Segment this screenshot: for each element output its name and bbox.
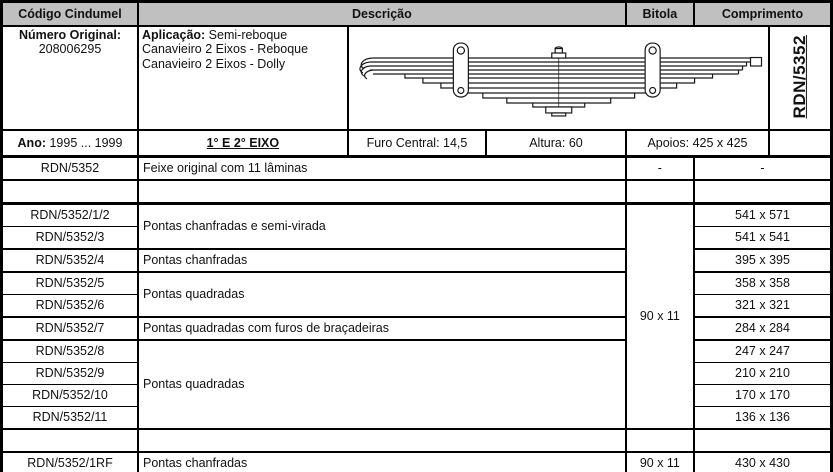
table-row — [2, 249, 832, 272]
part-comprimento: - — [694, 157, 832, 181]
part-code: RDN/5352/4 — [2, 249, 138, 272]
leaf-spring-diagram — [349, 27, 769, 127]
spring-end-block — [750, 58, 761, 66]
part-code — [2, 180, 138, 204]
part-comprimento: 284 x 284 — [694, 317, 832, 340]
part-code: RDN/5352/7 — [2, 317, 138, 340]
aplicacao-label: Aplicação: — [141, 28, 206, 42]
part-comprimento: 395 x 395 — [694, 249, 832, 272]
part-description: Pontas chanfradas — [138, 452, 626, 472]
part-code-vertical-cell — [769, 26, 831, 130]
part-comprimento — [694, 429, 832, 452]
apoios-cell: Apoios: 425 x 425 — [626, 130, 770, 157]
col-header-codigo: Código Cindumel — [2, 2, 138, 27]
part-code: RDN/5352/5 — [2, 272, 138, 295]
part-code: RDN/5352/8 — [2, 340, 138, 363]
part-bitola — [626, 429, 694, 452]
col-header-descricao: Descrição — [138, 2, 626, 27]
altura-cell: Altura: 60 — [486, 130, 626, 157]
part-bitola: 90 x 11 — [626, 452, 694, 472]
part-description — [138, 180, 626, 204]
part-comprimento: 541 x 541 — [694, 227, 832, 250]
numero-original-label: Número Original: — [18, 28, 122, 42]
left-clamp — [453, 43, 468, 97]
part-description: Pontas quadradas com furos de braçadeiras — [138, 317, 626, 340]
aplicacao-line3: Canavieiro 2 Eixos - Dolly — [141, 56, 286, 71]
table-row-empty — [2, 429, 832, 452]
part-code: RDN/5352 — [2, 157, 138, 181]
part-comprimento: 210 x 210 — [694, 363, 832, 385]
part-description: Pontas chanfradas — [138, 249, 626, 272]
eixo-label: 1° E 2° EIXO — [206, 135, 280, 150]
furo-central-cell: Furo Central: 14,5 — [348, 130, 486, 157]
right-clamp — [645, 43, 660, 97]
part-description: Pontas chanfradas e semi-virada — [138, 204, 626, 250]
ano-value: 1995 ... 1999 — [46, 135, 123, 150]
table-row — [2, 157, 832, 181]
aplicacao-line2: Canavieiro 2 Eixos - Reboque — [141, 42, 309, 57]
ano-cell — [2, 130, 138, 157]
part-comprimento — [694, 180, 832, 204]
part-code: RDN/5352/6 — [2, 295, 138, 318]
part-comprimento: 430 x 430 — [694, 452, 832, 472]
part-code-vertical-label: RDN/5352 — [790, 35, 810, 119]
table-body — [2, 157, 832, 472]
numero-original-cell — [2, 26, 138, 130]
part-bitola: - — [626, 157, 694, 181]
part-comprimento: 358 x 358 — [694, 272, 832, 295]
part-description: Feixe original com 11 lâminas — [138, 157, 626, 181]
part-description: Pontas quadradas — [138, 272, 626, 317]
ano-label: Ano: — [17, 135, 46, 150]
part-code: RDN/5352/9 — [2, 363, 138, 385]
part-description — [138, 429, 626, 452]
part-code-vertical-box — [770, 27, 830, 127]
col-header-comprimento: Comprimento — [694, 2, 832, 27]
table-header — [2, 2, 832, 27]
part-bitola — [626, 180, 694, 204]
aplicacao-cell — [138, 26, 348, 130]
table-row-empty — [2, 180, 832, 204]
part-comprimento: 541 x 571 — [694, 204, 832, 227]
empty-corner-cell — [769, 130, 831, 157]
table-row — [2, 204, 832, 227]
part-comprimento: 321 x 321 — [694, 295, 832, 318]
table-row — [2, 340, 832, 363]
leaf-spring-diagram-cell — [348, 26, 770, 130]
eixo-cell — [138, 130, 348, 157]
part-code: RDN/5352/3 — [2, 227, 138, 250]
numero-original-value: 208006295 — [38, 42, 102, 57]
part-bitola: 90 x 11 — [626, 204, 694, 430]
part-comprimento: 136 x 136 — [694, 407, 832, 430]
center-bolt-nut — [545, 107, 571, 116]
aplicacao-value: Semi-reboque — [205, 28, 288, 42]
info-row-specs — [2, 130, 832, 157]
table-row — [2, 272, 832, 295]
info-row-top — [2, 26, 832, 130]
col-header-bitola: Bitola — [626, 2, 694, 27]
table-row — [2, 317, 832, 340]
part-comprimento: 247 x 247 — [694, 340, 832, 363]
table-row — [2, 452, 832, 472]
part-code: RDN/5352/11 — [2, 407, 138, 430]
part-code: RDN/5352/10 — [2, 385, 138, 407]
part-comprimento: 170 x 170 — [694, 385, 832, 407]
part-code: RDN/5352/1RF — [2, 452, 138, 472]
center-bolt — [551, 47, 565, 58]
part-code: RDN/5352/1/2 — [2, 204, 138, 227]
part-code — [2, 429, 138, 452]
part-description: Pontas quadradas — [138, 340, 626, 429]
